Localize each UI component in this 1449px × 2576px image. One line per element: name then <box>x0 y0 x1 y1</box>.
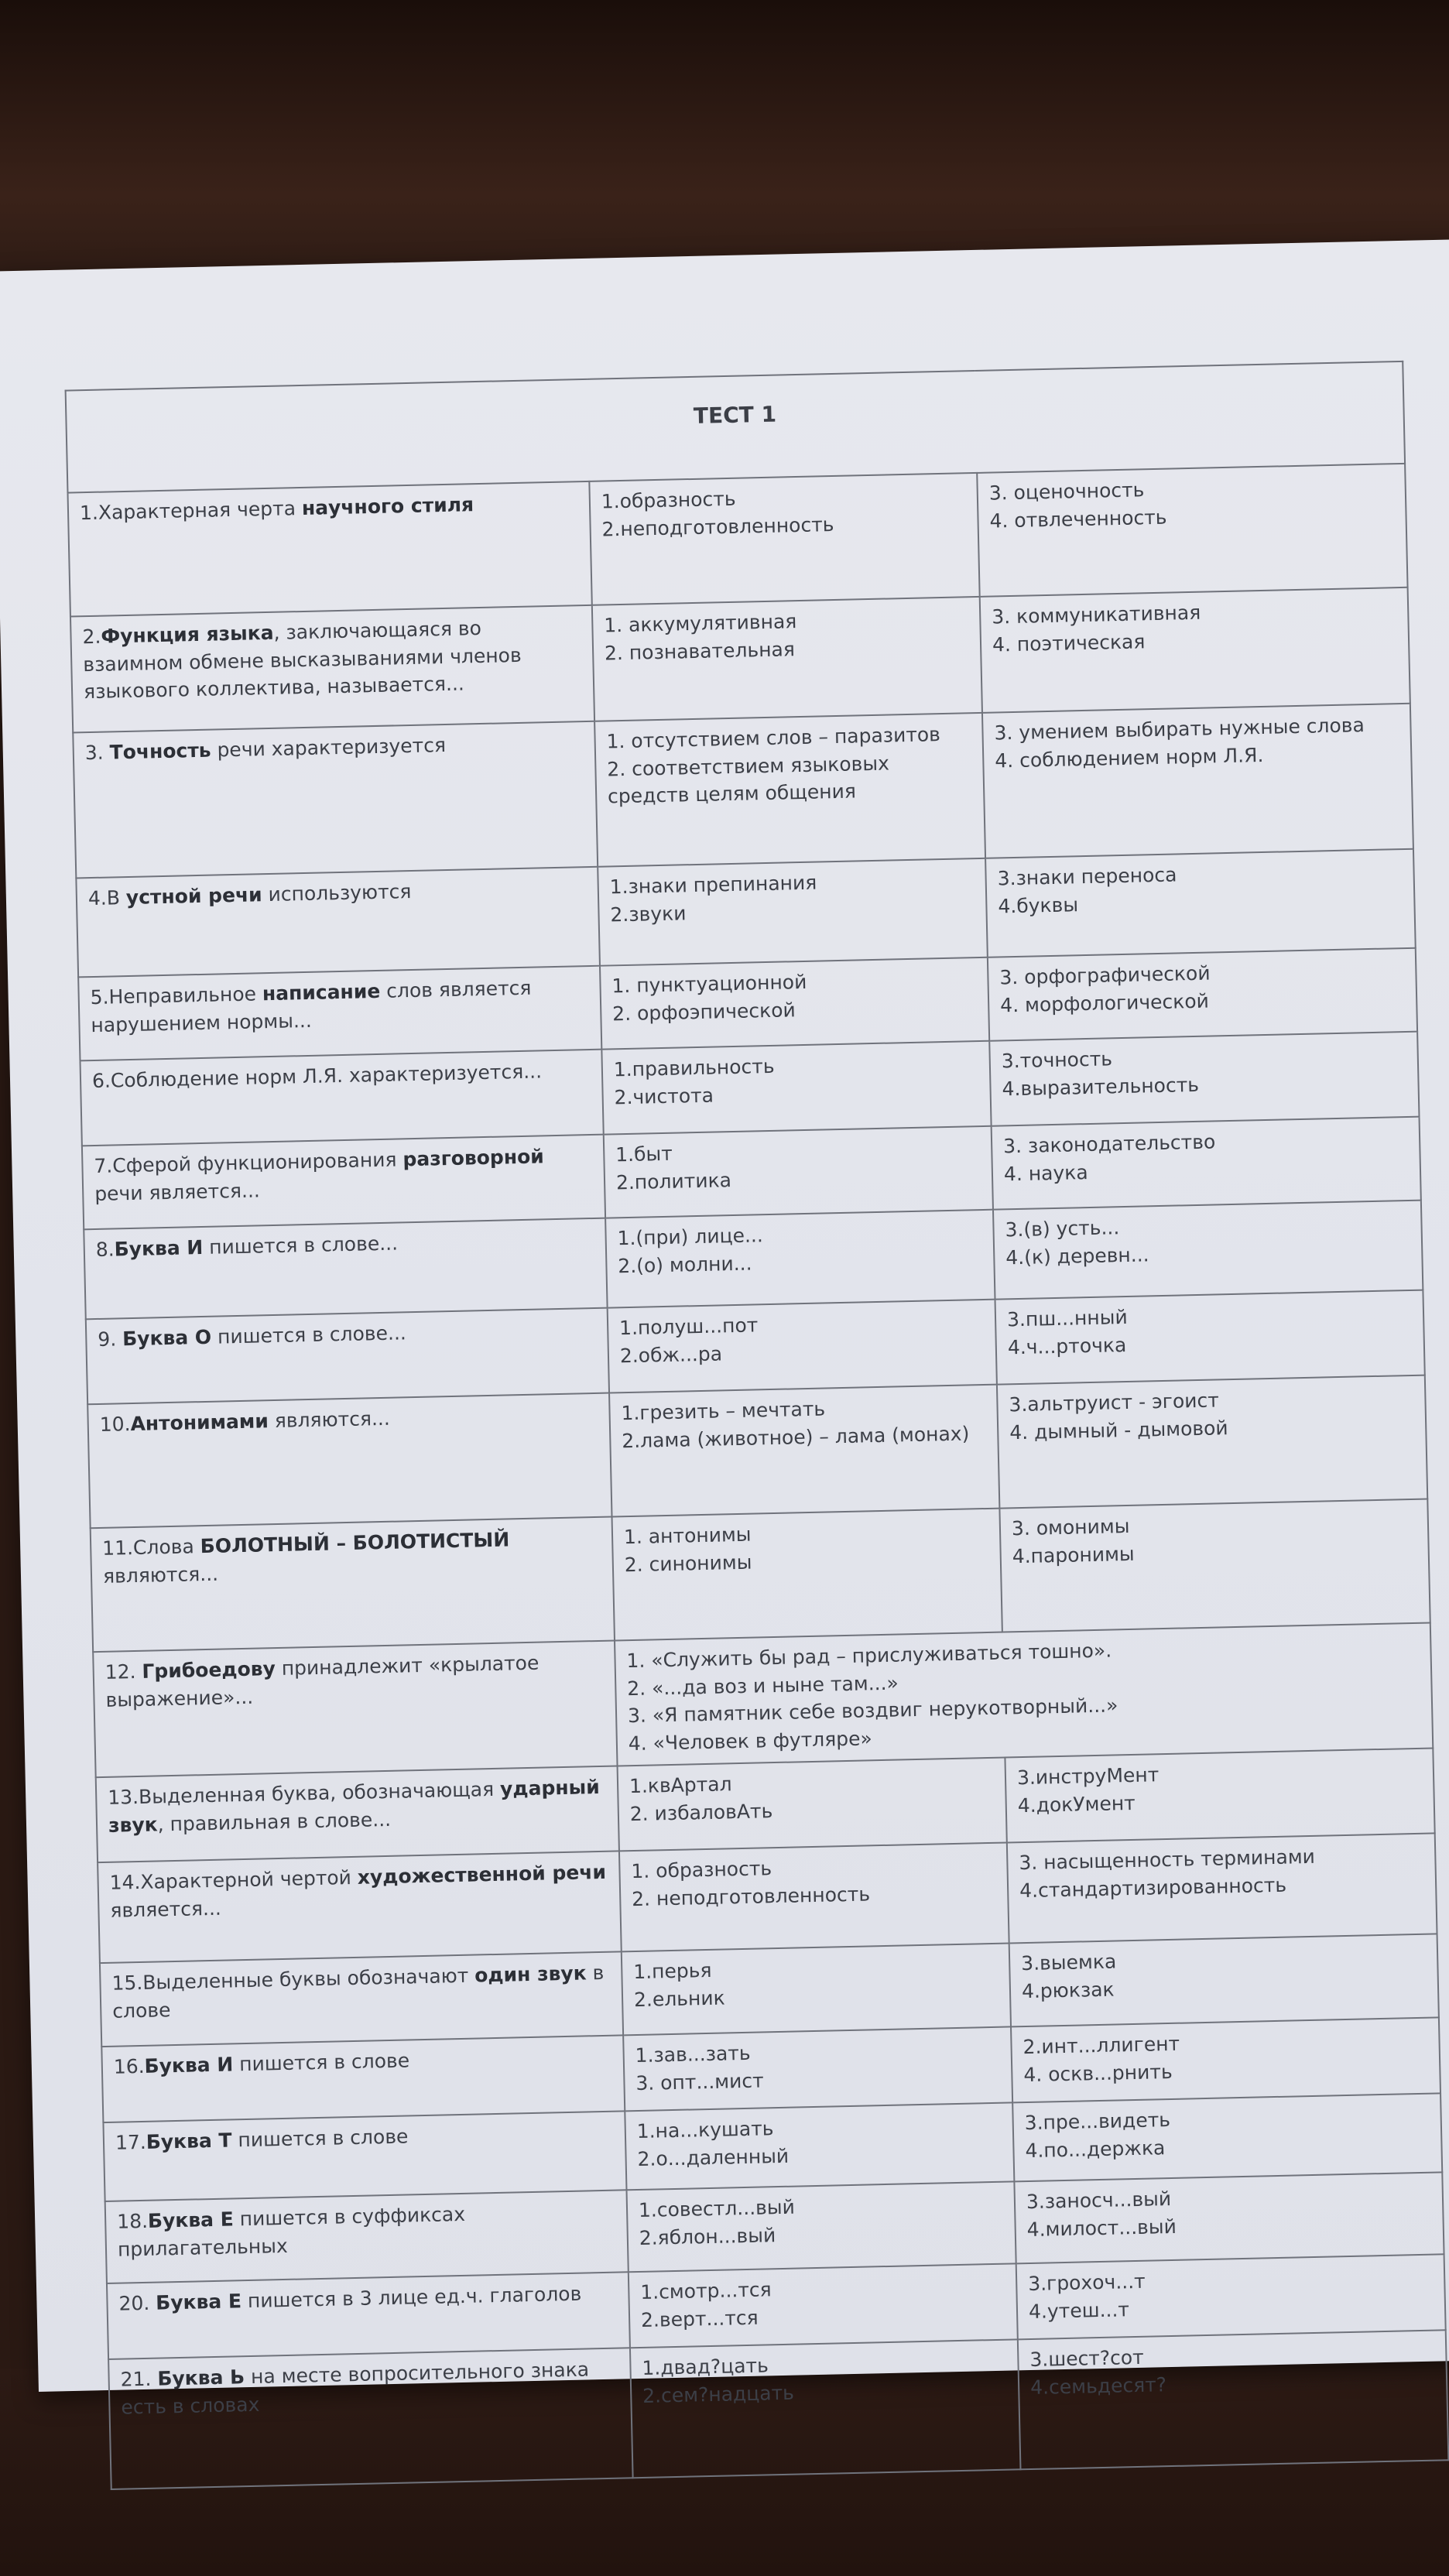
question-text-part: 12. <box>104 1660 142 1684</box>
answer-options-c3 <box>977 464 1407 597</box>
answer-options-c2 <box>626 2181 1016 2272</box>
answer-option[interactable]: 4. морфологической <box>999 989 1210 1016</box>
answer-option[interactable]: 2. соответствием языковых средств целям общения <box>607 751 890 808</box>
question-text-part: речи является... <box>94 1178 261 1205</box>
answer-options-c3 <box>993 1201 1423 1300</box>
answer-option[interactable]: 1.совестл...вый <box>638 2195 796 2221</box>
answer-option[interactable]: 2.сем?надцать <box>642 2381 795 2407</box>
question-keyword: Буква И <box>144 2053 234 2078</box>
answer-option[interactable]: 1.знаки препинания <box>609 871 817 899</box>
answer-options-c2 <box>625 2102 1014 2190</box>
answer-options-c3 <box>1011 2017 1440 2102</box>
answer-option[interactable]: 1.полуш...пот <box>618 1314 759 1340</box>
answer-option[interactable]: 1. образность <box>631 1857 772 1883</box>
question-text <box>80 1050 603 1146</box>
question-text <box>107 2272 630 2359</box>
answer-option[interactable]: 1.зав...зать <box>635 2041 751 2067</box>
answer-option[interactable]: 3.пре...видеть <box>1024 2108 1171 2135</box>
question-text-part: принадлежит «крылатое выражение»... <box>105 1651 540 1711</box>
question-keyword: Буква Е <box>147 2208 235 2232</box>
question-keyword: научного стиля <box>301 493 474 519</box>
question-keyword: БОЛОТНЫЙ – БОЛОТИСТЫЙ <box>200 1528 510 1558</box>
question-text <box>93 1641 617 1778</box>
answer-options-c3 <box>982 704 1413 858</box>
answer-option[interactable]: 3. оценочность <box>988 478 1145 505</box>
answer-options-c3 <box>1005 1748 1434 1842</box>
answer-option[interactable]: 3. омонимы <box>1011 1514 1130 1540</box>
question-text-part: 1.Характерная черта <box>79 496 303 525</box>
question-text-part: 6.Соблюдение норм Л.Я. характеризуется... <box>91 1060 543 1093</box>
question-text <box>86 1308 609 1405</box>
question-text <box>84 1218 607 1320</box>
answer-options-c3 <box>1014 2172 1444 2263</box>
question-text <box>105 2190 629 2283</box>
question-keyword: ударный звук <box>108 1775 600 1837</box>
question-text-part: пишется в слове... <box>202 1231 399 1259</box>
question-text <box>70 605 594 733</box>
question-text <box>82 1135 605 1230</box>
question-keyword: Буква Т <box>146 2129 232 2153</box>
question-text-part: , правильная в слове... <box>157 1807 392 1835</box>
question-text <box>96 1766 619 1862</box>
question-text-part: 15.Выделенные буквы обозначают <box>111 1964 475 1995</box>
question-text-part: пишется в 3 лице ед.ч. глаголов <box>241 2282 582 2313</box>
answer-option[interactable]: 2. познавательная <box>604 637 796 664</box>
answer-options-c2 <box>600 957 989 1050</box>
question-text-part: 10. <box>99 1413 131 1436</box>
answer-option[interactable]: 4. дымный - дымовой <box>1009 1416 1228 1444</box>
answer-option[interactable]: 4.милост...вый <box>1026 2215 1177 2241</box>
wooden-table-background <box>0 0 1449 279</box>
answer-option[interactable]: 3.знаки переноса <box>997 863 1177 890</box>
answer-option[interactable]: 3.шест?сот <box>1029 2345 1144 2372</box>
question-text <box>91 1517 615 1653</box>
question-text-part: пишется в слове... <box>211 1321 407 1348</box>
test-title: ТЕСТ 1 <box>66 361 1405 493</box>
answer-options-c2 <box>629 2263 1018 2348</box>
answer-option[interactable]: 3.пш...нный <box>1006 1305 1128 1331</box>
question-keyword: Буква Ь <box>157 2365 245 2390</box>
question-text-part: в слове <box>111 1961 605 2023</box>
answer-option[interactable]: 2.инт...ллигент <box>1023 2032 1180 2059</box>
answer-option[interactable]: 2.верт...тся <box>640 2306 759 2331</box>
question-text-part: 3. <box>84 741 110 765</box>
answer-options-c3 <box>995 1290 1425 1385</box>
question-text-part: 20. <box>118 2291 156 2315</box>
test-sheet <box>65 361 1449 2490</box>
question-keyword: Точность <box>109 738 211 764</box>
answer-options-c3 <box>1009 1934 1439 2026</box>
question-text-part: 4.В <box>87 886 127 910</box>
answer-option[interactable]: 4.рюкзак <box>1021 1978 1115 2002</box>
answer-options-c3 <box>992 1117 1421 1210</box>
question-text-part: 11.Слова <box>101 1535 201 1560</box>
answer-option[interactable]: 2. орфоэпической <box>611 998 796 1025</box>
question-text <box>100 1951 623 2047</box>
answer-option[interactable]: 2.яблон...вый <box>639 2223 776 2249</box>
answer-option[interactable]: 3. умением выбирать нужные слова <box>994 714 1365 745</box>
question-text-part: 14.Характерной чертой <box>109 1865 358 1894</box>
question-text <box>73 721 598 879</box>
answer-option[interactable]: 3.заносч...вый <box>1026 2187 1172 2214</box>
answer-option[interactable]: 4.буквы <box>998 892 1079 917</box>
answer-option[interactable]: 1. отсутствием слов – паразитов <box>606 723 941 753</box>
answer-option[interactable]: 1.квАртал <box>629 1773 732 1798</box>
answer-options-c2 <box>604 1126 993 1218</box>
answer-options-c3 <box>988 948 1417 1041</box>
answer-option[interactable]: 3.грохоч...т <box>1027 2269 1146 2296</box>
question-text-part: 8. <box>95 1238 115 1261</box>
question-keyword: Функция языка <box>101 621 274 648</box>
answer-options-c3 <box>980 587 1410 713</box>
answer-option[interactable]: 1.на...кушать <box>636 2117 774 2143</box>
answer-option[interactable]: 1.смотр...тся <box>639 2278 772 2304</box>
answer-options-c2 <box>601 1041 991 1135</box>
answer-option[interactable]: 3. коммуникативная <box>991 601 1201 629</box>
answer-option[interactable]: 1.(при) лице... <box>617 1224 764 1250</box>
answer-option[interactable]: 4.выразительность <box>1002 1073 1200 1100</box>
answer-option[interactable]: 1.быт <box>615 1142 673 1166</box>
question-text <box>78 966 601 1061</box>
question-keyword: Антонимами <box>130 1410 269 1436</box>
answer-option[interactable]: 3. орфографической <box>999 961 1211 989</box>
answer-option[interactable]: 3.выемка <box>1020 1950 1117 1975</box>
answer-option[interactable]: 3. «Я памятник себе воздвиг нерукотворный...» <box>627 1694 1118 1728</box>
question-text-part: 9. <box>98 1327 123 1351</box>
question-text <box>67 481 591 617</box>
question-text-part: пишется в суффиксах прилагательных <box>117 2202 466 2261</box>
question-text-part: 16. <box>113 2054 145 2078</box>
answer-option[interactable]: 4.по...держка <box>1025 2136 1166 2162</box>
question-text <box>103 2111 626 2201</box>
question-text-part: являются... <box>102 1562 219 1588</box>
answer-option[interactable]: 4.семьдесят? <box>1029 2372 1167 2399</box>
answer-option[interactable]: 2.обж...ра <box>619 1341 723 1367</box>
question-text <box>108 2348 632 2489</box>
answer-options-c3 <box>997 1375 1427 1509</box>
answer-option[interactable]: 4. соблюдением норм Л.Я. <box>995 743 1264 772</box>
question-keyword: художественной речи <box>357 1860 607 1889</box>
answer-options-wide <box>615 1623 1433 1766</box>
answer-options-c3 <box>1012 2093 1442 2181</box>
answer-option[interactable]: 1.образность <box>601 487 736 513</box>
answer-option[interactable]: 3.(в) усть... <box>1005 1216 1120 1242</box>
answer-option[interactable]: 1. «Служить бы рад – прислуживаться тошно». <box>626 1639 1112 1673</box>
answer-option[interactable]: 1.грезить – мечтать <box>621 1397 826 1425</box>
answer-option[interactable]: 3. законодательство <box>1002 1130 1216 1158</box>
question-text-part: является... <box>110 1896 222 1922</box>
answer-options-c3 <box>989 1032 1419 1126</box>
question-text-part: 13.Выделенная буква, обозначающая <box>107 1777 501 1809</box>
answer-option[interactable]: 2.(о) молни... <box>618 1252 752 1277</box>
answer-option[interactable]: 4. поэтическая <box>992 629 1146 656</box>
answer-options-c2 <box>594 713 985 867</box>
answer-options-c2 <box>611 1509 1002 1641</box>
answer-option[interactable]: 3. опт...мист <box>635 2068 764 2095</box>
answer-option[interactable]: 4.(к) деревн... <box>1005 1242 1149 1269</box>
answer-option[interactable]: 4. наука <box>1003 1160 1088 1185</box>
answer-options-c2 <box>619 1843 1009 1952</box>
answer-option[interactable]: 2. «...да воз и ныне там...» <box>626 1671 899 1700</box>
answer-options-c2 <box>622 1943 1011 2035</box>
question-row <box>73 704 1413 879</box>
question-text-part: 2. <box>82 625 101 649</box>
question-keyword: Буква И <box>114 1235 204 1261</box>
answer-options-c2 <box>623 2026 1012 2111</box>
question-keyword: устной речи <box>125 883 262 909</box>
question-text-part: слов является нарушением нормы... <box>91 976 532 1036</box>
question-text-part: , заключающаяся во взаимном обмене высказываниями членов языкового коллектива, называется... <box>83 616 522 704</box>
answer-option[interactable]: 2.лама (животное) – лама (монах) <box>621 1421 970 1452</box>
answer-option[interactable]: 1. аккумулятивная <box>603 610 797 637</box>
answer-option[interactable]: 2.неподготовленность <box>601 512 834 541</box>
paper-sheet <box>0 239 1449 2419</box>
test-table <box>65 361 1449 2490</box>
answer-option[interactable]: 4.докУмент <box>1017 1791 1136 1817</box>
answer-option[interactable]: 1. антонимы <box>623 1523 752 1549</box>
answer-option[interactable]: 4.стандартизированность <box>1019 1873 1287 1902</box>
answer-options-c3 <box>1007 1833 1437 1943</box>
question-text <box>76 867 600 978</box>
question-keyword: разговорной <box>402 1145 545 1171</box>
answer-option[interactable]: 4.паронимы <box>1012 1542 1135 1567</box>
answer-option[interactable]: 2.ельник <box>633 1986 725 2011</box>
answer-option[interactable]: 1. пунктуационной <box>611 970 807 998</box>
question-keyword: один звук <box>474 1961 587 1987</box>
answer-options-c2 <box>598 858 988 966</box>
answer-option[interactable]: 1.перья <box>632 1958 712 1984</box>
answer-option[interactable]: 2.звуки <box>610 901 687 926</box>
answer-options-c2 <box>608 1300 997 1393</box>
answer-options-c3 <box>999 1499 1430 1632</box>
answer-option[interactable]: 3.альтруист - эгоист <box>1009 1389 1220 1416</box>
answer-option[interactable]: 3. насыщенность терминами <box>1019 1845 1316 1875</box>
question-text-part: 17. <box>115 2130 147 2154</box>
question-keyword: Грибоедову <box>142 1657 276 1683</box>
answer-option[interactable]: 2.о...даленный <box>637 2144 790 2170</box>
question-text <box>101 2035 625 2122</box>
answer-option[interactable]: 4.утеш...т <box>1028 2297 1130 2323</box>
question-text-part: речи характеризуется <box>211 733 447 762</box>
answer-option[interactable]: 3.точность <box>1001 1047 1113 1073</box>
answer-options-c2 <box>617 1758 1006 1852</box>
answer-options-c2 <box>589 473 979 605</box>
answer-options-c3 <box>1016 2254 1446 2339</box>
question-text-part: пишется в слове <box>231 2125 409 2152</box>
answer-options-c2 <box>592 597 982 721</box>
question-keyword: написание <box>262 979 381 1005</box>
answer-option[interactable]: 1.двад?цать <box>642 2354 769 2379</box>
answer-option[interactable]: 2. избаловАть <box>629 1799 773 1825</box>
question-text-part: 18. <box>116 2209 149 2233</box>
question-text-part: 21. <box>120 2367 158 2391</box>
question-text <box>87 1393 611 1529</box>
answer-options-c2 <box>630 2339 1021 2478</box>
question-keyword: Буква О <box>122 1325 212 1351</box>
question-text-part: 5.Неправильное <box>90 982 263 1009</box>
question-text-part: используются <box>262 880 412 906</box>
answer-options-c3 <box>985 849 1416 957</box>
answer-option[interactable]: 4. отвлеченность <box>989 505 1167 533</box>
answer-option[interactable]: 2.политика <box>615 1168 732 1194</box>
question-text-part: на месте вопросительного знака есть в словах <box>121 2358 590 2419</box>
answer-option[interactable]: 2.чистота <box>614 1084 714 1108</box>
answer-options-c2 <box>609 1385 999 1517</box>
answer-option[interactable]: 4.ч...рточка <box>1007 1333 1127 1358</box>
answer-option[interactable]: 4. «Человек в футляре» <box>628 1726 873 1755</box>
question-text-part: пишется в слове <box>232 2049 410 2076</box>
question-keyword: Буква Е <box>155 2290 242 2314</box>
answer-options-c2 <box>605 1210 995 1308</box>
question-text <box>98 1851 622 1963</box>
question-text-part: являются... <box>268 1406 391 1433</box>
answer-option[interactable]: 3.инструМент <box>1016 1763 1160 1790</box>
answer-option[interactable]: 2. неподготовленность <box>631 1882 871 1910</box>
question-text-part: 7.Сферой функционирования <box>94 1148 403 1178</box>
answer-option[interactable]: 1.правильность <box>613 1054 775 1081</box>
answer-option[interactable]: 2. синонимы <box>624 1550 752 1576</box>
answer-options-c3 <box>1018 2330 1449 2469</box>
answer-option[interactable]: 4. оскв...рнить <box>1023 2060 1173 2086</box>
